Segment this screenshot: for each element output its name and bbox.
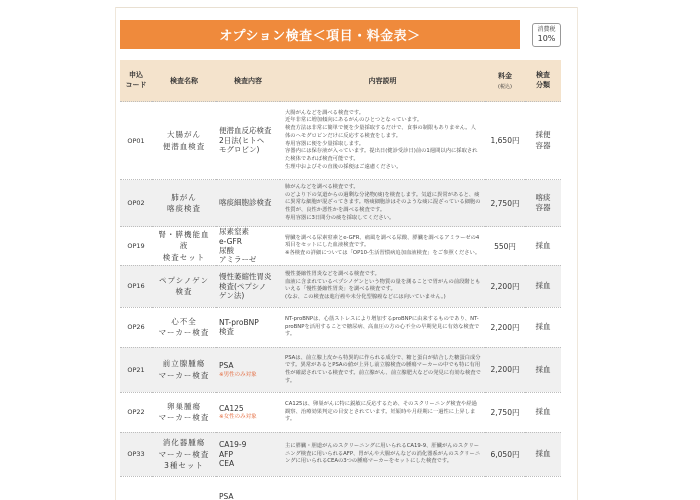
header-type-text: 検査 分類 [536, 71, 550, 89]
row-price-text: 2,750円 [490, 198, 520, 208]
row-test-name [152, 392, 216, 432]
row-price [485, 392, 525, 432]
row-description-text: 大腸がんなどを調べる検査です。 近年非常に増加傾向にあるがんのひとつとなっています。 検査方法は非常に簡単で便を少量採取するだけで、食事の制限もありません。人体のヘモグロビンだけに反応する検査をします。 専用容器に便を少量採取します。 容器内には保存液が入っています。提出日(健診受診日)前の1週間以内に採取された検体であれば検査可能です。 生理中およびその直後の採便はご遠慮ください。 [285, 109, 478, 170]
option-test-table [120, 60, 561, 500]
header-content: 検査内容 [216, 60, 280, 102]
header-type [525, 60, 561, 102]
tax-badge-label: 消費税 [537, 26, 556, 33]
row-test-content [216, 102, 280, 180]
row-test-type [525, 180, 561, 227]
header-desc: 内容説明 [280, 60, 485, 102]
row-test-name [152, 476, 216, 500]
row-test-content-text: CA125 [219, 403, 244, 413]
row-test-name [152, 265, 216, 307]
row-description-text: NT-proBNPは、心筋ストレスにより増加するproBNPに由来するものであり、NT-proBNPを活用することで糖尿病、高血圧の方の心不全の早期発見に有効な検査です。 [285, 315, 480, 338]
row-code-text: OP16 [127, 282, 145, 291]
row-test-type [525, 265, 561, 307]
row-target-note: ※女性のみ対象 [219, 414, 257, 421]
row-test-content-text: CA19-9 AFP CEA [219, 440, 247, 469]
row-test-content [216, 392, 280, 432]
row-test-name [152, 307, 216, 347]
row-test-type-text: 喀痰 容器 [535, 193, 551, 213]
row-price-text: 2,200円 [490, 322, 520, 332]
row-code [120, 180, 152, 227]
row-test-content-text: 尿素窒素 e-GFR 尿酸 アミラーゼ [219, 227, 257, 265]
row-test-content [216, 227, 280, 266]
row-test-content-text: NT-proBNP 検査 [219, 317, 259, 337]
row-test-name [152, 102, 216, 180]
row-price [485, 432, 525, 476]
row-test-name-text: 卵巣腫瘍 マーカー検査 [158, 401, 210, 423]
row-description [280, 392, 485, 432]
row-code-text: OP33 [127, 450, 145, 459]
row-description [280, 307, 485, 347]
row-test-type-text: 採血 [535, 364, 551, 374]
row-test-name [152, 227, 216, 266]
header-price [485, 60, 525, 102]
row-code [120, 392, 152, 432]
row-code [120, 102, 152, 180]
row-code-text: OP19 [127, 242, 145, 251]
row-test-content [216, 265, 280, 307]
row-price [485, 102, 525, 180]
row-test-name-text: 前立腺腫瘍 マーカー検査 [158, 359, 210, 380]
row-code-text: OP02 [127, 199, 145, 208]
row-test-type [525, 432, 561, 476]
row-code-text: OP21 [127, 365, 145, 374]
row-price [485, 476, 525, 500]
row-test-content [216, 476, 280, 500]
page-edge-left [115, 7, 116, 500]
row-description-text: 慢性萎縮性胃炎などを調べる検査です。 血液に含まれているペプシノゲンという物質の量を測ることで胃がんの前段階ともいえる「慢性萎縮性胃炎」を調べる検査です。 (なお、この検査は進行癌や未分化型腺癌などには向いていません。) [285, 271, 481, 301]
row-price-text: 6,050円 [490, 449, 520, 459]
row-test-type-text: 採血 [535, 281, 551, 291]
row-description [280, 265, 485, 307]
row-target-note: ※男性のみ対象 [219, 371, 257, 378]
row-price [485, 307, 525, 347]
table-row [120, 476, 561, 500]
table-row [120, 347, 561, 392]
page-edge-right [577, 7, 578, 500]
row-code [120, 432, 152, 476]
row-test-type [525, 307, 561, 347]
tax-badge [532, 23, 561, 47]
row-description [280, 180, 485, 227]
page-title: オプション検査＜項目・料金表＞ [120, 20, 520, 49]
row-test-content-text: PSA [219, 491, 234, 500]
row-price-text: 2,200円 [490, 365, 520, 375]
row-test-type [525, 392, 561, 432]
row-description [280, 102, 485, 180]
row-price-text: 1,650円 [490, 136, 520, 145]
header-price-text: 料金 [498, 72, 512, 80]
tax-badge-rate: 10% [537, 34, 556, 43]
row-price-text: 2,200円 [490, 281, 520, 291]
row-description-text: 肺がんなどを調べる検査です。 のどより下の気道からの過剰な分泌物(痰)を検査します。気道に異常があると、痰に異常な細胞が混ざってきます。喀痰細胞診はそのような痰に混ざっている細胞の性質が、良性か悪性かを調べる検査です。 専用容器に3日間分の痰を採取してください。 [285, 184, 481, 221]
row-test-content-text: 喀痰細胞診検査 [219, 198, 272, 208]
table-row [120, 227, 561, 266]
row-test-content [216, 432, 280, 476]
header-code [120, 60, 152, 102]
row-price-text: 550円 [494, 241, 516, 251]
table-row [120, 307, 561, 347]
row-description-text: 主に膵臓・胆道がんのスクリーニングに用いられるCA19-9、肝臓がんのスクリーニング検査に用いられるAFP、胃がんや大腸がんなどの消化器系がんのスクリーニングに用いられるCEAの3つの腫瘍マーカーをセットにした検査です。 [285, 442, 481, 465]
row-test-content-text: 慢性萎縮性胃炎 検査(ペプシノ ゲン法) [219, 272, 272, 301]
row-test-type-text: 採血 [535, 449, 551, 459]
row-test-content [216, 347, 280, 392]
row-test-type [525, 476, 561, 500]
row-test-type [525, 227, 561, 266]
row-test-name-text: 肺がん 喀痰検査 [167, 192, 201, 214]
row-test-name [152, 180, 216, 227]
row-test-name [152, 347, 216, 392]
row-price [485, 180, 525, 227]
row-test-type-text: 採血 [535, 407, 551, 417]
row-test-type-text: 採血 [535, 322, 551, 332]
row-price [485, 265, 525, 307]
table-row [120, 265, 561, 307]
row-code-text: OP26 [127, 323, 145, 332]
row-test-name-text: 大腸がん 便潜血検査 [162, 129, 206, 151]
table-row [120, 392, 561, 432]
row-code-text: OP22 [127, 408, 145, 417]
row-description [280, 347, 485, 392]
row-price [485, 227, 525, 266]
row-test-name-text: 消化器腫瘍 マーカー検査 3種セット [158, 437, 210, 471]
header-name: 検査名称 [152, 60, 216, 102]
row-code [120, 265, 152, 307]
row-description [280, 476, 485, 500]
row-code [120, 347, 152, 392]
row-description-text: CA125は、卵巣がんに特に鋭敏に反応するため、そのスクリーニング検査や経過観察、治療効果判定の目安とされています。妊娠時や月経期に一過性に上昇します。 [285, 400, 477, 423]
table-header-row [120, 60, 561, 102]
row-test-name-text: 心不全 マーカー検査 [158, 316, 210, 338]
table-row [120, 102, 561, 180]
row-test-name-text: 腎・膵機能血液 検査セット [158, 229, 210, 262]
table-row [120, 432, 561, 476]
price-list-page [120, 20, 562, 500]
row-code [120, 476, 152, 500]
row-price-text: 2,750円 [490, 407, 520, 417]
row-test-name-text: ペプシノゲン 検査 [158, 275, 210, 297]
row-test-name [152, 432, 216, 476]
header-price-sub: (税込) [498, 84, 512, 90]
row-price [485, 347, 525, 392]
row-test-type [525, 102, 561, 180]
header-code-text: 申込 コード [125, 71, 147, 89]
row-test-content-text: 便潜血反応検査 2日法(ヒトヘ モグロビン) [219, 126, 272, 155]
row-test-type-text: 採便 容器 [535, 130, 551, 150]
row-description-text: PSAは、前立腺上皮から特異的に作られる成分で、糖と蛋白が結合した糖蛋白成分です。異常があるとPSAの値が上昇し前立腺検査の腫瘍マーカーの中でも特に有用性が確認されている検査です。前立腺がん、前立腺肥大などの発見に有効な検査です。 [285, 354, 481, 384]
row-description [280, 432, 485, 476]
row-code [120, 307, 152, 347]
row-test-content-text: PSA [219, 361, 234, 371]
row-test-content [216, 307, 280, 347]
table-row [120, 180, 561, 227]
row-test-content [216, 180, 280, 227]
row-test-type [525, 347, 561, 392]
row-description [280, 227, 485, 266]
row-code-text: OP01 [127, 136, 145, 145]
row-test-type-text: 採血 [535, 241, 551, 251]
row-code [120, 227, 152, 266]
row-description-text: 腎臓を調べる尿素窒素とe-GFR、痛風を調べる尿酸、膵臓を調べるアミラーゼの4項目をセットにした血液検査です。 ※各検査の詳細については「OP10-生活習慣病追加血液検査」をご参照ください。 [285, 234, 481, 256]
top-rule [115, 7, 577, 8]
